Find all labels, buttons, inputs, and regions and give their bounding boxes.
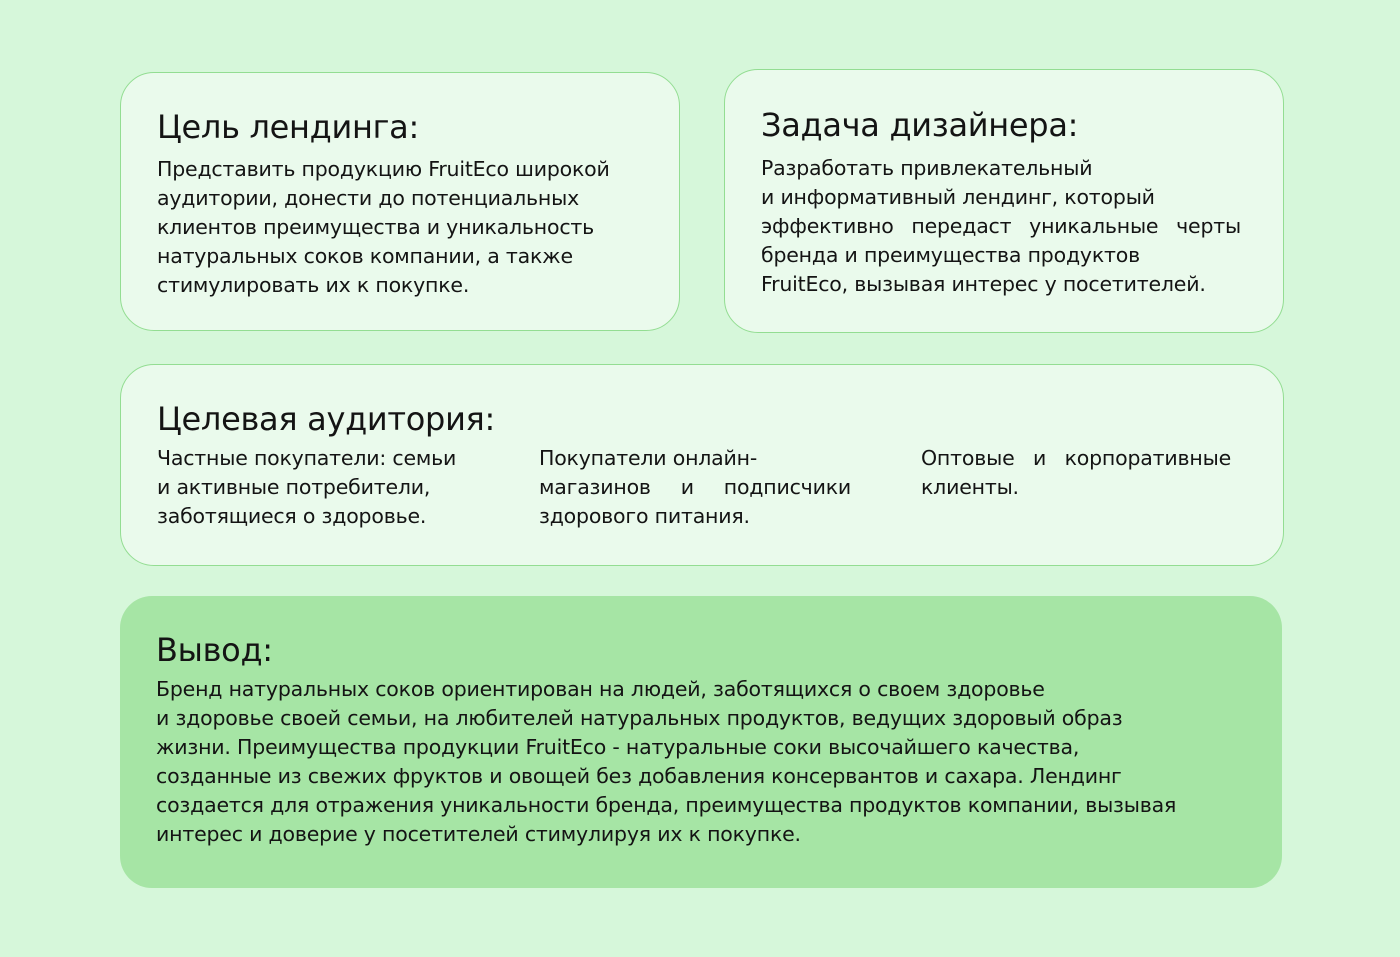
designer-task-line: и информативный лендинг, который xyxy=(761,185,1155,209)
audience-group-wholesale-clients xyxy=(921,444,1231,502)
landing-goal-line: Представить продукцию FruitEco широкой xyxy=(157,157,610,181)
designer-task-title: Задача дизайнера: xyxy=(761,106,1079,144)
designer-task-line: эффективно передаст уникальные черты xyxy=(761,214,1241,238)
designer-task-line: FruitEco, вызывая интерес у посетителей. xyxy=(761,272,1206,296)
designer-task-card xyxy=(724,69,1284,333)
conclusion-line: созданные из свежих фруктов и овощей без добавления консервантов и сахара. Лендинг xyxy=(156,764,1122,788)
audience-group-line: Покупатели онлайн- xyxy=(539,446,758,470)
audience-group-line: клиенты. xyxy=(921,475,1019,499)
landing-goal-line: аудитории, донести до потенциальных xyxy=(157,186,580,210)
conclusion-title: Вывод: xyxy=(156,631,273,669)
landing-goal-line: натуральных соков компании, а также xyxy=(157,244,573,268)
audience-group-online-buyers xyxy=(539,444,851,531)
landing-goal-line: стимулировать их к покупке. xyxy=(157,273,470,297)
conclusion-line: жизни. Преимущества продукции FruitEco - натуральные соки высочайшего качества, xyxy=(156,735,1080,759)
designer-task-line: Разработать привлекательный xyxy=(761,156,1093,180)
audience-group-line: Оптовые и корпоративные xyxy=(921,446,1231,470)
conclusion-line: создается для отражения уникальности бренда, преимущества продуктов компании, вызывая xyxy=(156,793,1177,817)
designer-task-line: бренда и преимущества продуктов xyxy=(761,243,1141,267)
target-audience-title: Целевая аудитория: xyxy=(157,400,495,438)
landing-goal-title: Цель лендинга: xyxy=(157,108,419,146)
conclusion-text xyxy=(156,675,1228,849)
landing-goal-line: клиентов преимущества и уникальность xyxy=(157,215,595,239)
audience-group-line: здорового питания. xyxy=(539,504,750,528)
conclusion-card xyxy=(120,596,1282,888)
audience-group-line: магазинов и подписчики xyxy=(539,475,851,499)
landing-goal-text xyxy=(157,155,610,300)
target-audience-card xyxy=(120,364,1284,566)
audience-group-line: и активные потребители, xyxy=(157,475,431,499)
audience-group-line: Частные покупатели: семьи xyxy=(157,446,457,470)
audience-group-line: заботящиеся о здоровье. xyxy=(157,504,427,528)
conclusion-line: Бренд натуральных соков ориентирован на людей, заботящихся о своем здоровье xyxy=(156,677,1045,701)
conclusion-line: и здоровье своей семьи, на любителей натуральных продуктов, ведущих здоровый образ xyxy=(156,706,1123,730)
landing-goal-card xyxy=(120,72,680,331)
audience-group-private-buyers xyxy=(157,444,477,531)
designer-task-text xyxy=(761,154,1241,299)
conclusion-line: интерес и доверие у посетителей стимулируя их к покупке. xyxy=(156,822,801,846)
